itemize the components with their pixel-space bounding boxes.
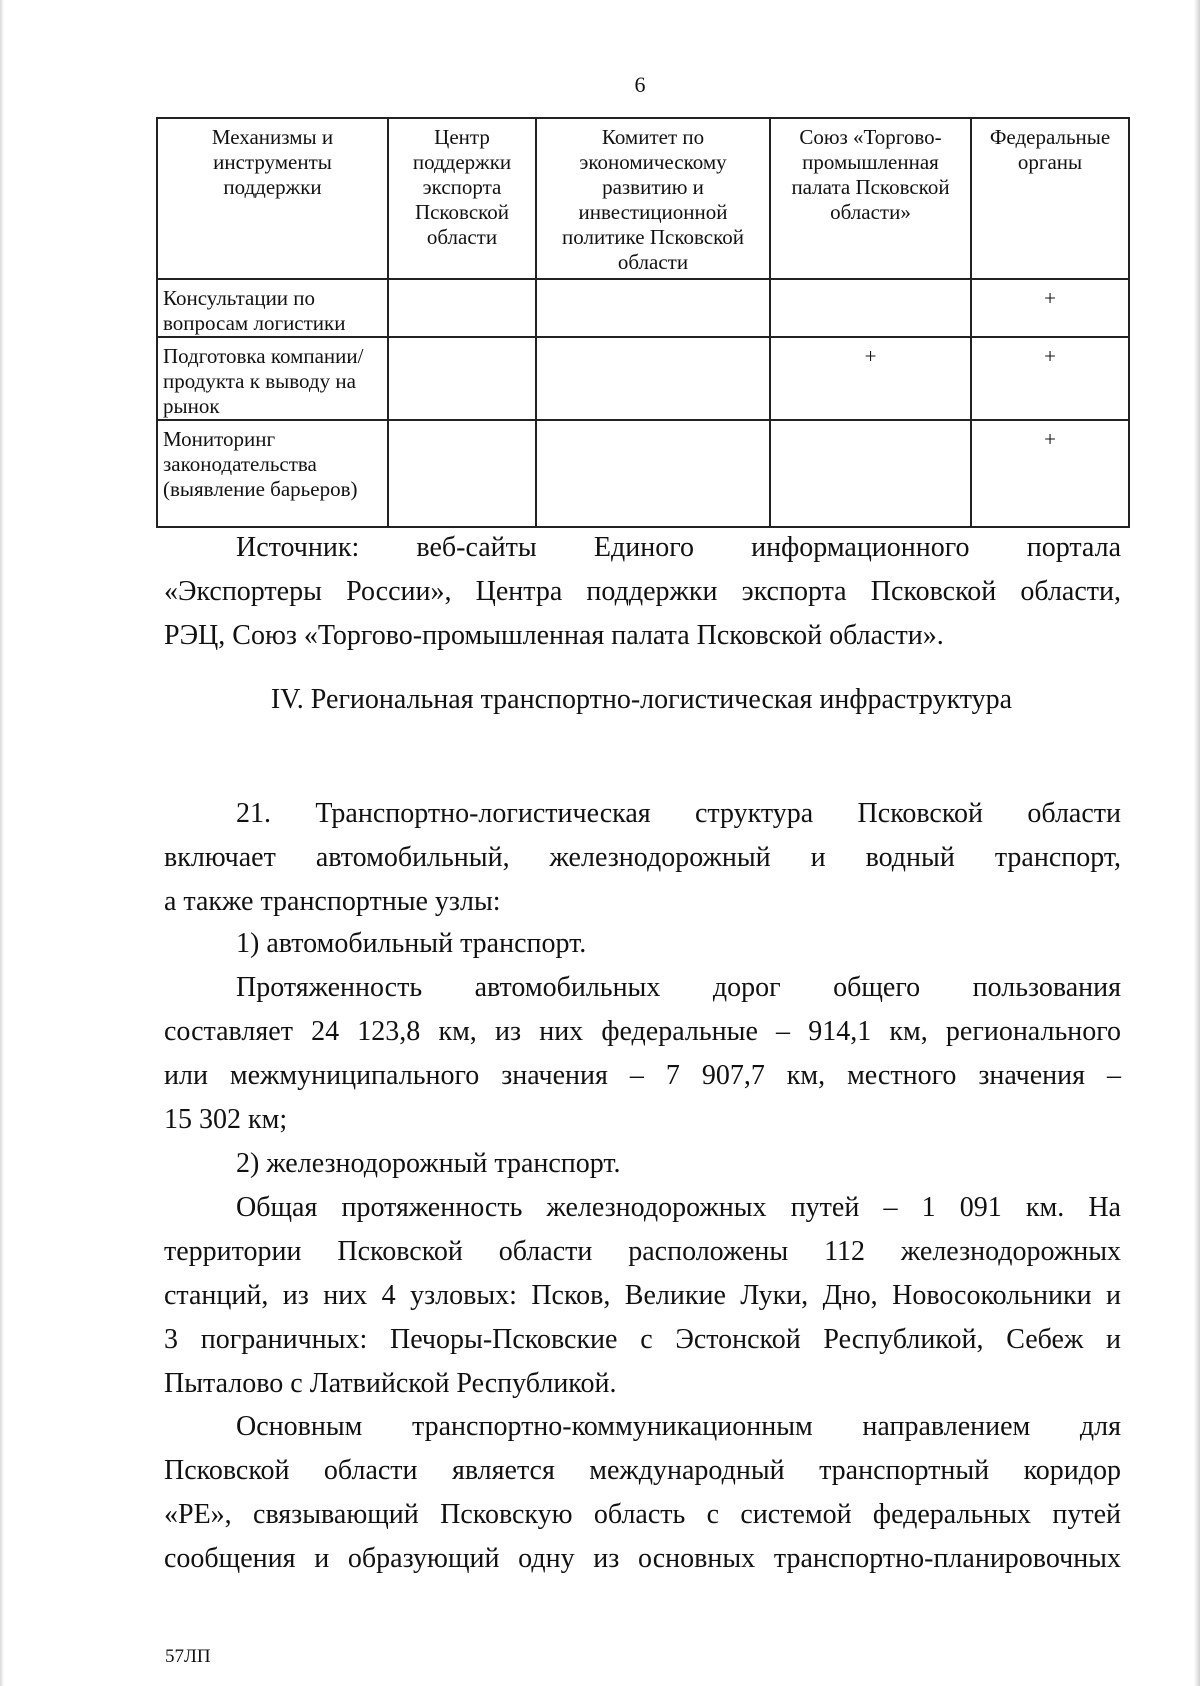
scan-edge-left [0,0,4,1686]
text-line: 1) автомобильный транспорт. [236,928,587,959]
text-line: Основным транспортно-коммуникационным направлением для [236,1411,1121,1442]
table-cell: + [770,337,971,420]
text-line: включает автомобильный, железнодорожный и водный транспорт, [164,842,1121,873]
paragraph-corridor [164,1405,1121,1581]
text-line: Псковской области является международный транспортный коридор [164,1455,1121,1486]
row-label: Мониторинг законодательства (выявление барьеров) [157,420,388,527]
table-header-cell: Центр поддержки экспорта Псковской области [388,118,536,279]
paragraph-roads [164,966,1121,1142]
text-line: а также транспортные узлы: [164,886,501,917]
table-cell [388,279,536,337]
table-cell [536,420,770,527]
text-line: 3 пограничных: Печоры-Псковские с Эстонской Республикой, Себеж и [164,1324,1121,1355]
table-header-cell: Механизмы и инструменты поддержки [157,118,388,279]
text-line: 15 302 км; [164,1104,288,1135]
row-label: Консультации по вопросам логистики [157,279,388,337]
text-line: Протяженность автомобильных дорог общего пользования [236,972,1121,1003]
list-item-rail-transport [164,1142,1121,1186]
support-mechanisms-table [156,117,1130,528]
table-cell: + [971,337,1129,420]
text-line: Пыталово с Латвийской Республикой. [164,1368,617,1399]
section-heading: IV. Региональная транспортно-логистическая инфраструктура [270,684,1013,715]
page-number: 6 [634,72,646,97]
paragraph-rail [164,1186,1121,1406]
source-note [164,526,1121,658]
table-header-cell: Союз «Торгово-промышленная палата Псковской области» [770,118,971,279]
text-line: 21. Транспортно-логистическая структура Псковской области [236,798,1121,829]
table-cell [536,279,770,337]
table-row [157,337,1129,420]
table-cell: + [971,420,1129,527]
table-header-row [157,118,1129,279]
table-cell [388,420,536,527]
text-line: РЭЦ, Союз «Торгово-промышленная палата Псковской области». [164,620,944,651]
text-line: Источник: веб-сайты Единого информационного портала [236,532,1121,563]
text-line: составляет 24 123,8 км, из них федеральные – 914,1 км, регионального [164,1016,1121,1047]
text-line: «Экспортеры России», Центра поддержки экспорта Псковской области, [164,576,1121,607]
table-cell [388,337,536,420]
scan-edge-right [1194,0,1200,1686]
table-header-cell: Федеральные органы [971,118,1129,279]
text-line: станций, из них 4 узловых: Псков, Великие Луки, Дно, Новосокольники и [164,1280,1121,1311]
table-cell: + [971,279,1129,337]
row-label: Подготовка компании/продукта к выводу на рынок [157,337,388,420]
text-line: «РЕ», связывающий Псковскую область с системой федеральных путей [164,1499,1121,1530]
text-line: Общая протяженность железнодорожных путей – 1 091 км. На [236,1192,1121,1223]
table-row [157,279,1129,337]
paragraph-21 [164,792,1121,924]
table-cell [770,420,971,527]
list-item-road-transport [164,922,1121,966]
text-line: или межмуниципального значения – 7 907,7 км, местного значения – [164,1060,1121,1091]
text-line: территории Псковской области расположены 112 железнодорожных [164,1236,1121,1267]
document-code: 57ЛП [165,1646,211,1667]
table-cell [536,337,770,420]
table-row [157,420,1129,527]
table-header-cell: Комитет по экономическому развитию и инвестиционной политике Псковской области [536,118,770,279]
text-line: 2) железнодорожный транспорт. [236,1148,621,1179]
table-cell [770,279,971,337]
text-line: сообщения и образующий одну из основных транспортно-планировочных [164,1543,1121,1574]
